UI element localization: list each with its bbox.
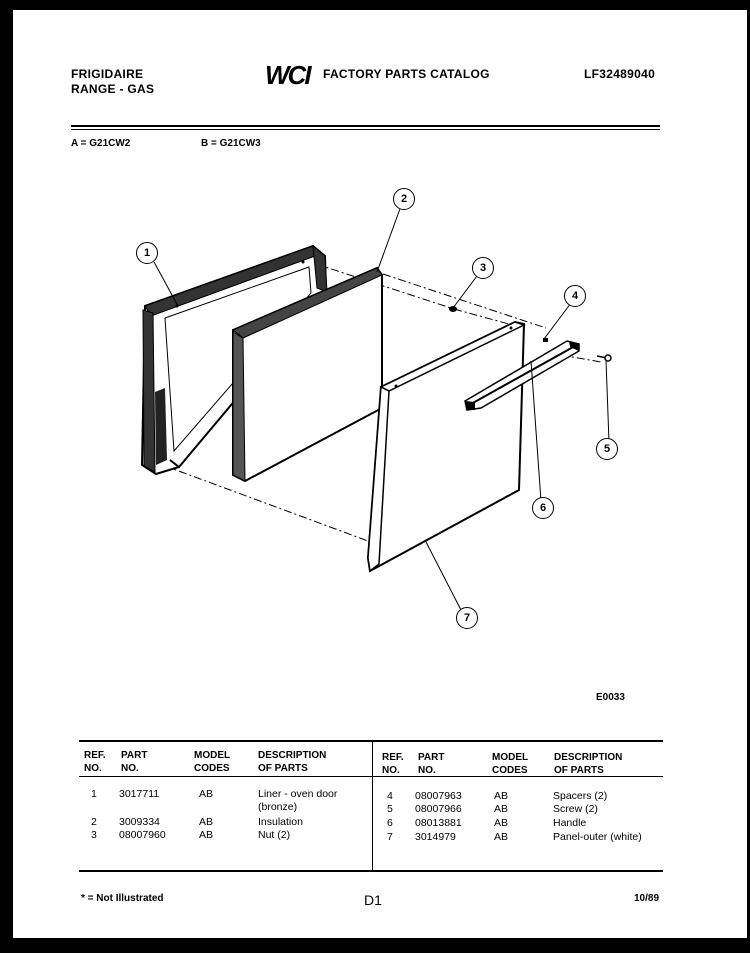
table-row-part: 3017711 bbox=[119, 788, 160, 800]
diagram-code: E0033 bbox=[596, 692, 625, 703]
table-row-model: AB bbox=[494, 831, 509, 843]
table-row-part: 08013881 bbox=[415, 817, 462, 829]
callout-1: 1 bbox=[136, 242, 158, 264]
callout-7: 7 bbox=[456, 607, 478, 629]
wci-logo: WCI bbox=[265, 60, 310, 90]
table-row-desc: Liner - oven door bbox=[258, 788, 338, 800]
callout-5: 5 bbox=[596, 438, 618, 460]
table-row-model: AB bbox=[494, 803, 509, 815]
table-row-desc: Handle bbox=[553, 817, 587, 829]
exploded-parts-diagram bbox=[13, 10, 747, 730]
table-row-desc: Spacers (2) bbox=[553, 790, 608, 802]
screw-part bbox=[597, 355, 611, 361]
callout-4: 4 bbox=[564, 285, 586, 307]
table-row-ref: 2 bbox=[91, 816, 97, 828]
callout-2: 2 bbox=[393, 188, 415, 210]
footnote: * = Not Illustrated bbox=[81, 893, 164, 904]
header-part-no-right: PART NO. bbox=[418, 752, 445, 776]
table-row-ref: 3 bbox=[91, 829, 97, 841]
product-type: RANGE - GAS bbox=[71, 82, 155, 96]
model-a: A = G21CW2 bbox=[71, 138, 131, 149]
header-description-right: DESCRIPTION OF PARTS bbox=[554, 752, 623, 776]
table-row-ref: 4 bbox=[387, 790, 393, 802]
callout-6: 6 bbox=[532, 497, 554, 519]
brand-name: FRIGIDAIRE bbox=[71, 67, 144, 81]
table-row-desc: Screw (2) bbox=[553, 803, 598, 815]
table-row-part: 08007963 bbox=[415, 790, 462, 802]
table-row-desc: Nut (2) bbox=[258, 829, 291, 841]
header-ref-no-right: REF. NO. bbox=[382, 752, 404, 776]
table-bottom-rule bbox=[79, 870, 663, 872]
model-b: B = G21CW3 bbox=[201, 138, 261, 149]
header-description: DESCRIPTION OF PARTS bbox=[258, 750, 327, 774]
table-row-model: AB bbox=[494, 790, 509, 802]
table-row-part: 3009334 bbox=[119, 816, 160, 828]
revision-date: 10/89 bbox=[634, 893, 660, 904]
table-top-rule bbox=[79, 740, 663, 742]
catalog-title: FACTORY PARTS CATALOG bbox=[323, 67, 490, 81]
table-divider bbox=[372, 742, 373, 870]
header-model-codes: MODEL CODES bbox=[194, 750, 231, 774]
table-row-model: AB bbox=[199, 829, 214, 841]
table-row-part: 3014979 bbox=[415, 831, 456, 843]
callout-3: 3 bbox=[472, 257, 494, 279]
header-part-no: PART NO. bbox=[121, 750, 148, 774]
catalog-number: LF32489040 bbox=[584, 67, 656, 81]
page-number: D1 bbox=[364, 892, 382, 908]
table-row-ref: 5 bbox=[387, 803, 393, 815]
table-row-ref: 7 bbox=[387, 831, 393, 843]
table-row-desc: Panel-outer (white) bbox=[553, 831, 642, 843]
table-row-desc: Insulation bbox=[258, 816, 303, 828]
header-ref-no: REF. NO. bbox=[84, 750, 106, 774]
nut-part bbox=[449, 306, 457, 312]
table-row-desc-cont: (bronze) bbox=[258, 801, 298, 813]
outer-panel-part bbox=[368, 322, 524, 571]
table-row-ref: 1 bbox=[91, 788, 97, 800]
table-row-part: 08007960 bbox=[119, 829, 166, 841]
table-row-model: AB bbox=[199, 788, 214, 800]
table-row-model: AB bbox=[494, 817, 509, 829]
header-model-codes-right: MODEL CODES bbox=[492, 752, 529, 776]
table-row-model: AB bbox=[199, 816, 214, 828]
table-row-part: 08007966 bbox=[415, 803, 462, 815]
catalog-page bbox=[13, 10, 747, 938]
table-row-ref: 6 bbox=[387, 817, 393, 829]
